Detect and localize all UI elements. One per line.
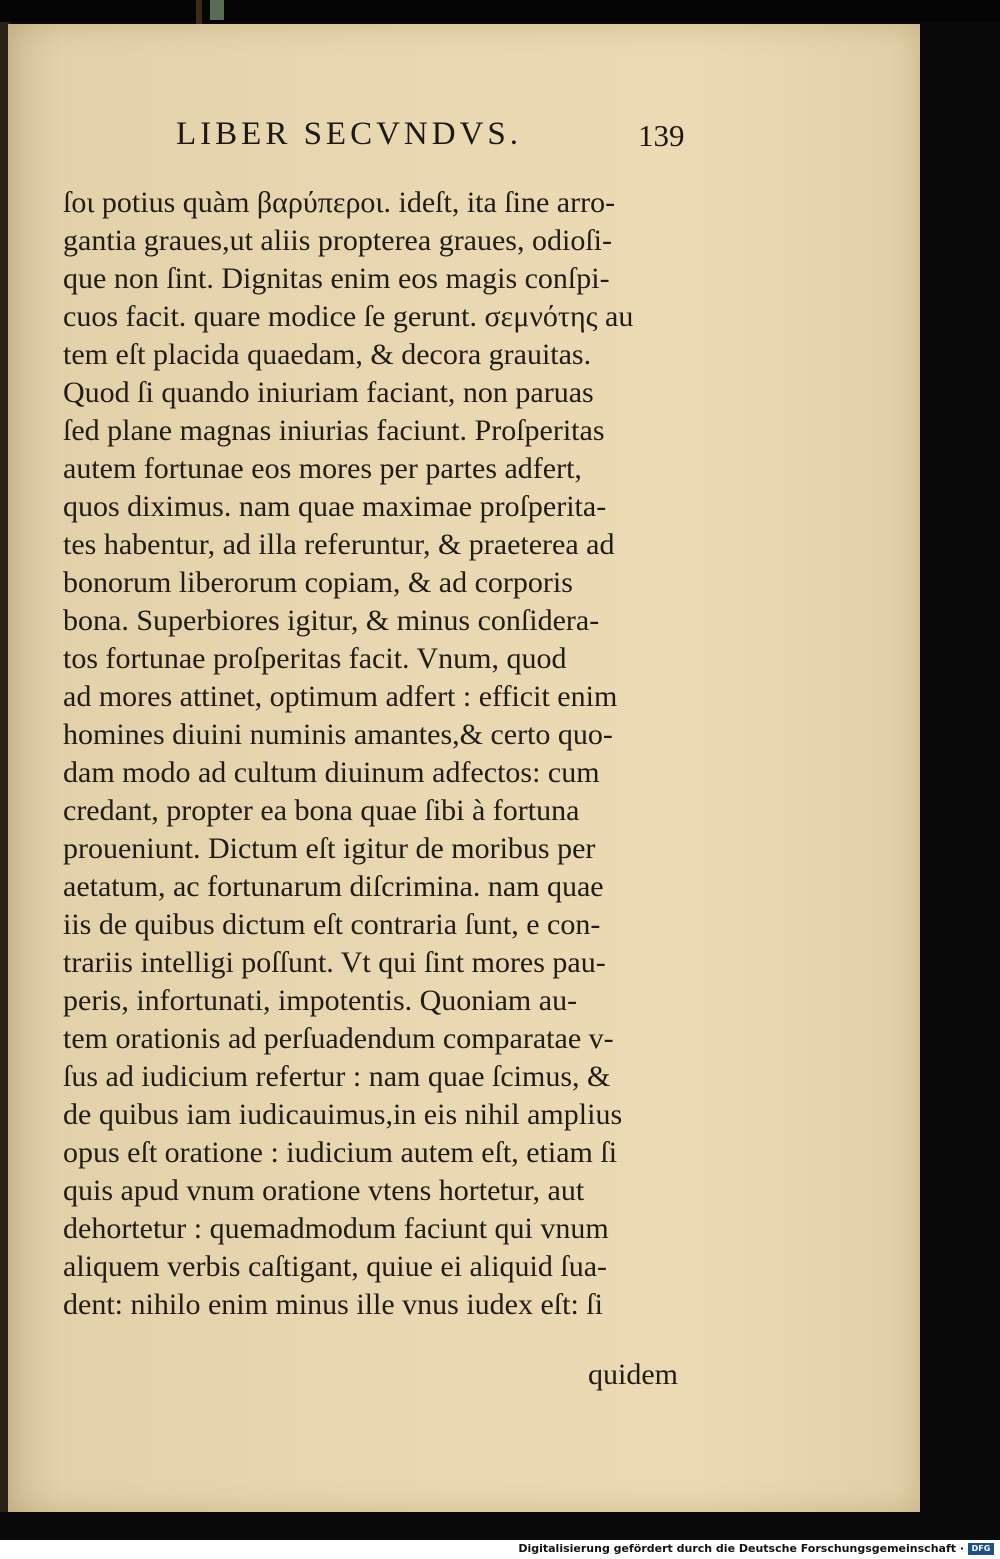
body-text	[63, 184, 713, 1324]
page-number: 139	[638, 118, 685, 153]
text-line: trariis intelligi poſſunt. Vt qui ſint mores pau-	[63, 946, 606, 979]
text-line: ad mores attinet, optimum adfert : efficit enim	[63, 680, 618, 713]
text-line: homines diuini numinis amantes,& certo quo-	[63, 718, 613, 751]
text-line: de quibus iam iudicauimus,in eis nihil amplius	[63, 1098, 623, 1131]
text-line: autem fortunae eos mores per partes adfert,	[63, 452, 582, 485]
book-page	[8, 24, 920, 1512]
text-line: proueniunt. Dictum eſt igitur de moribus per	[63, 832, 596, 865]
text-line: credant, propter ea bona quae ſibi à fortuna	[63, 794, 580, 827]
text-line: quis apud vnum oratione vtens hortetur, aut	[63, 1174, 585, 1207]
footer-credit-bar	[0, 1540, 1000, 1559]
dfg-logo-icon: DFG	[968, 1543, 994, 1555]
text-line: tos fortunae proſperitas facit. Vnum, quod	[63, 642, 567, 675]
text-line: dehortetur : quemadmodum faciunt qui vnum	[63, 1212, 609, 1245]
scan-top-border	[0, 0, 1000, 22]
text-line: quos diximus. nam quae maximae proſperita-	[63, 490, 607, 523]
text-line: aliquem verbis caſtigant, quiue ei aliquid ſua-	[63, 1250, 607, 1283]
digitization-credit: Digitalisierung gefördert durch die Deutsche Forschungsgemeinschaft ·	[518, 1542, 964, 1555]
running-title: LIBER SECVNDVS.	[176, 116, 523, 152]
text-line: Quod ſi quando iniuriam faciant, non paruas	[63, 376, 594, 409]
text-line: que non ſint. Dignitas enim eos magis conſpi-	[63, 262, 610, 295]
catchword: quidem	[588, 1358, 678, 1391]
text-line: tes habentur, ad illa referuntur, & praeterea ad	[63, 528, 615, 561]
scan-corner-mark	[210, 0, 224, 20]
text-line: tem orationis ad perſuadendum comparatae v-	[63, 1022, 614, 1055]
footer	[0, 1512, 1000, 1559]
text-line: dam modo ad cultum diuinum adfectos: cum	[63, 756, 600, 789]
text-line: cuos facit. quare modice ſe gerunt. σεμνότης au	[63, 300, 634, 333]
text-line: gantia graues,ut aliis propterea graues, odioſi-	[63, 224, 612, 257]
text-line: tem eſt placida quaedam, & decora grauitas.	[63, 338, 592, 371]
text-line: opus eſt oratione : iudicium autem eſt, etiam ſi	[63, 1136, 618, 1169]
text-line: iis de quibus dictum eſt contraria ſunt, e con-	[63, 908, 601, 941]
text-line: ſed plane magnas iniurias faciunt. Proſperitas	[63, 414, 605, 447]
text-line: bonorum liberorum copiam, & ad corporis	[63, 566, 573, 599]
text-line: peris, infortunati, impotentis. Quoniam au-	[63, 984, 578, 1017]
text-line: ſοι potius quàm βαρύπεροι. ideſt, ita ſine arro-	[63, 186, 616, 219]
text-line: aetatum, ac fortunarum diſcrimina. nam quae	[63, 870, 604, 903]
page-header	[176, 116, 796, 164]
text-line: dent: nihilo enim minus ille vnus iudex eſt: ſi	[63, 1288, 603, 1321]
text-line: ſus ad iudicium refertur : nam quae ſcimus, &	[63, 1060, 611, 1093]
text-line: bona. Superbiores igitur, & minus conſidera-	[63, 604, 600, 637]
